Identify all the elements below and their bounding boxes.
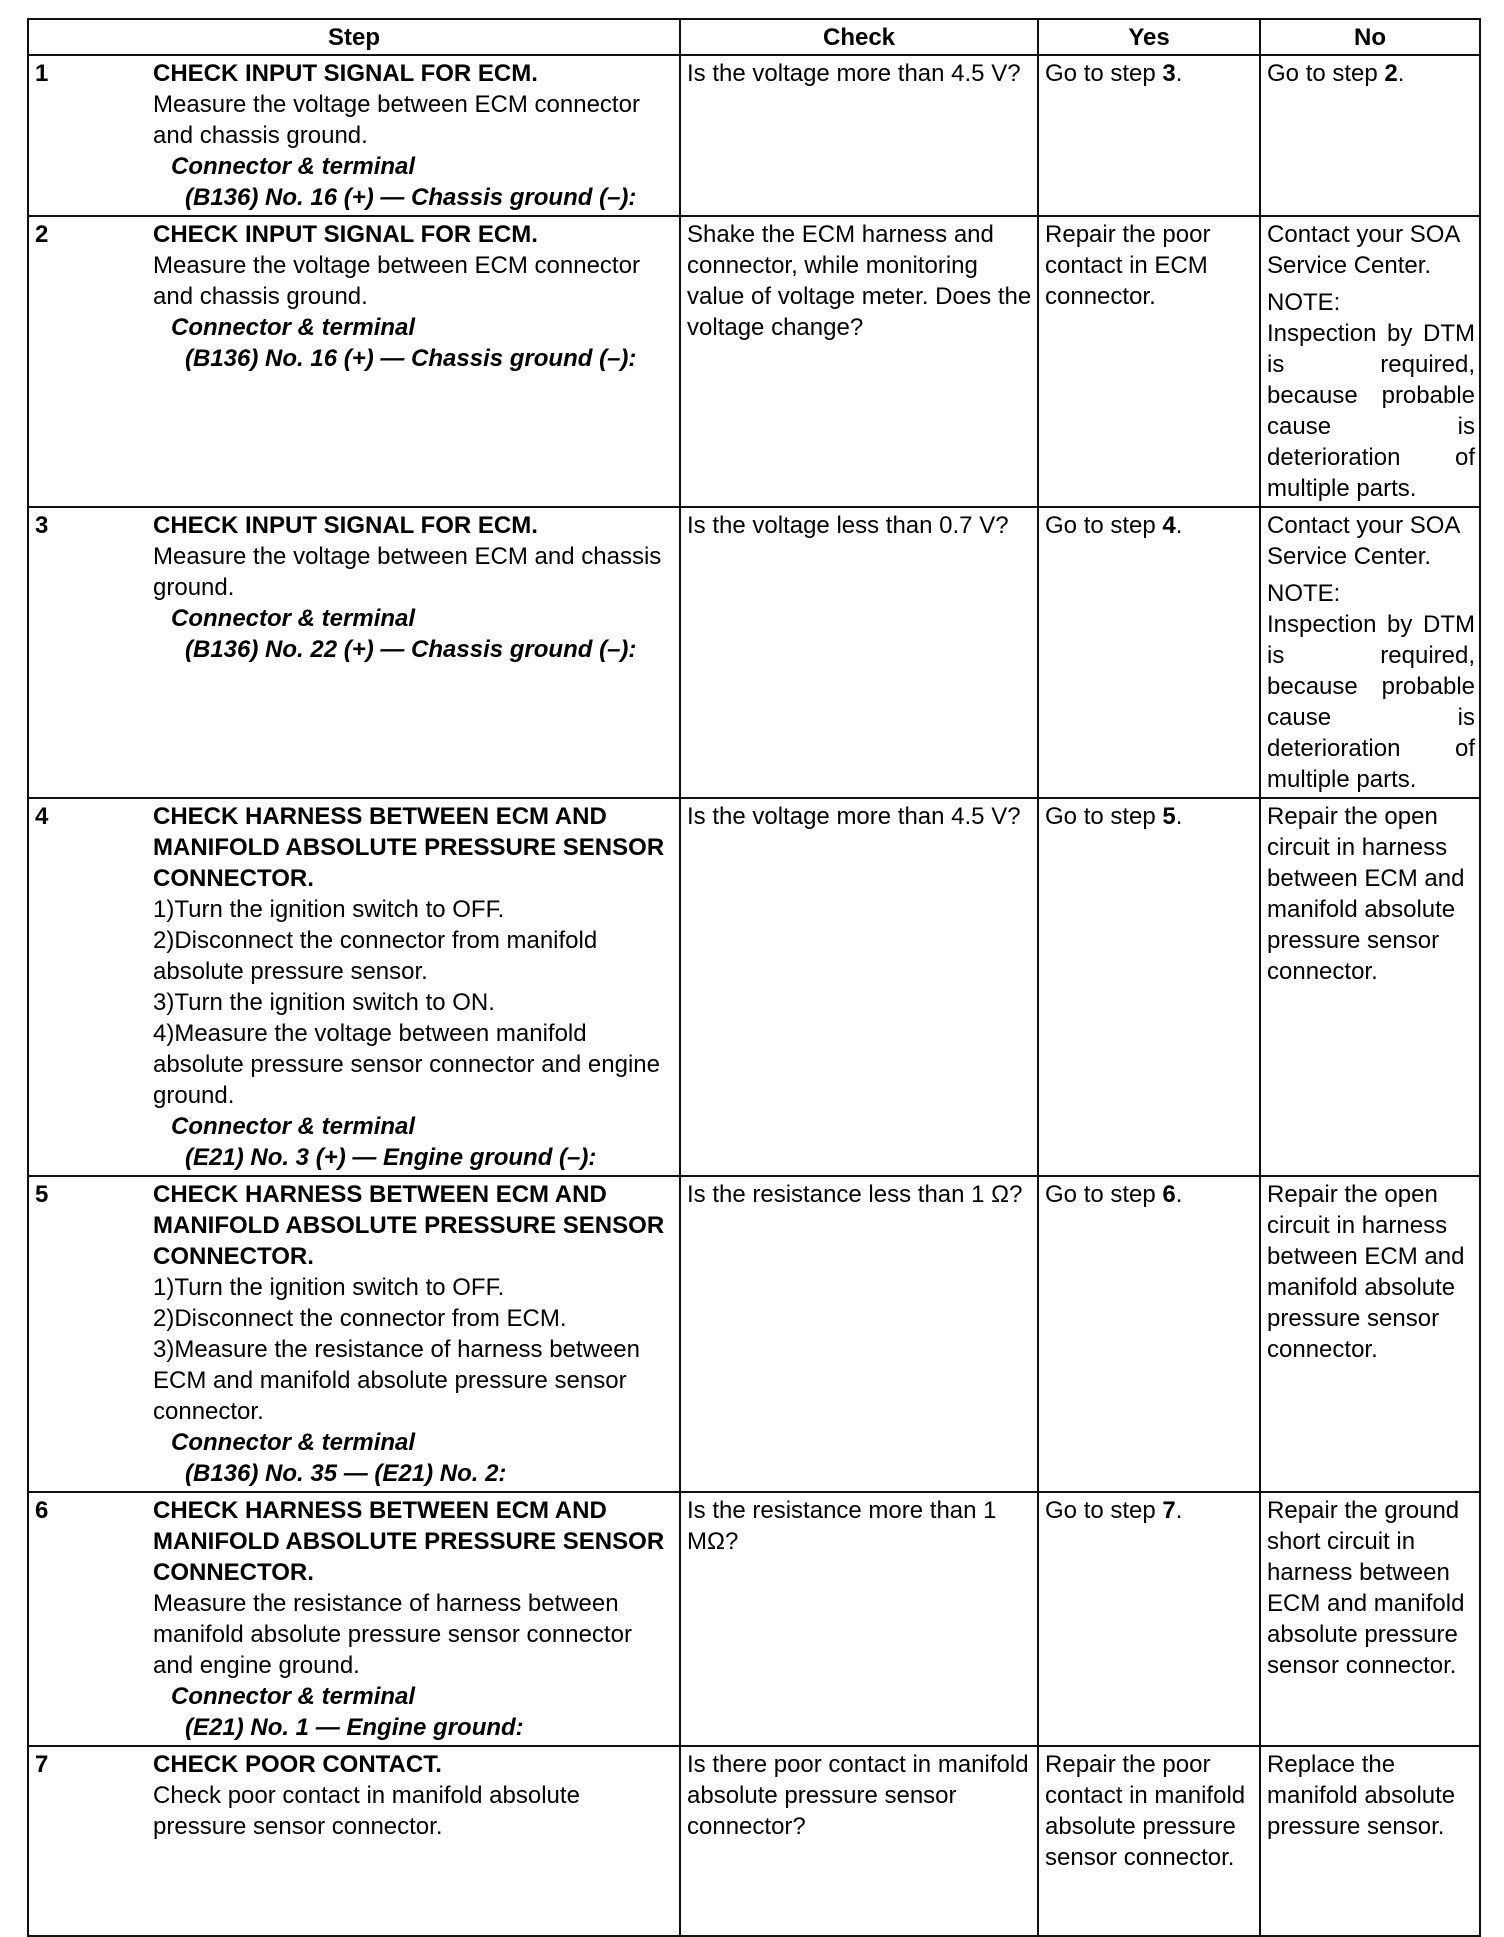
no-text: Go to step [1267, 60, 1385, 87]
step-instruction: 2)Disconnect the connector from manifold absolute pressure sensor. [153, 927, 598, 985]
step-number: 5 [28, 1176, 153, 1492]
yes-text: Go to step [1045, 512, 1163, 539]
step-instruction: Check poor contact in manifold absolute pressure sensor connector. [153, 1782, 580, 1840]
header-yes: Yes [1038, 19, 1260, 55]
connector-terminal-label: Connector & terminal [171, 153, 416, 180]
yes-cell: Go to step 7. [1038, 1492, 1260, 1746]
yes-cell: Go to step 3. [1038, 55, 1260, 216]
no-text: Contact your SOA Service Center. [1267, 221, 1460, 279]
connector-terminal-label: Connector & terminal [171, 314, 416, 341]
no-cell: Repair the ground short circuit in harness between ECM and manifold absolute pressure sensor connector. [1260, 1492, 1480, 1746]
yes-step-ref: 3 [1162, 60, 1176, 87]
step-cell [153, 55, 680, 216]
table-row [28, 1176, 1480, 1492]
check-cell: Is the resistance more than 1 MΩ? [680, 1492, 1038, 1746]
step-number: 7 [28, 1746, 153, 1936]
connector-terminal-label: Connector & terminal [171, 1683, 416, 1710]
connector-terminal-value: (B136) No. 35 — (E21) No. 2: [185, 1460, 507, 1487]
header-check: Check [680, 19, 1038, 55]
yes-step-ref: 6 [1162, 1181, 1176, 1208]
no-cell: Repair the open circuit in harness between ECM and manifold absolute pressure sensor connector. [1260, 1176, 1480, 1492]
note-label: NOTE: [1267, 580, 1341, 607]
table-row [28, 1746, 1480, 1936]
check-cell: Is the voltage more than 4.5 V? [680, 798, 1038, 1176]
step-title: CHECK INPUT SIGNAL FOR ECM. [153, 60, 538, 87]
step-number: 2 [28, 216, 153, 507]
step-cell [153, 1492, 680, 1746]
check-cell: Is there poor contact in manifold absolute pressure sensor connector? [680, 1746, 1038, 1936]
no-cell [1260, 507, 1480, 798]
step-instruction: 4)Measure the voltage between manifold absolute pressure sensor connector and engine ground. [153, 1020, 660, 1109]
yes-text: Go to step [1045, 803, 1163, 830]
no-cell: Repair the open circuit in harness between ECM and manifold absolute pressure sensor connector. [1260, 798, 1480, 1176]
no-step-ref: 2 [1384, 60, 1398, 87]
yes-cell: Repair the poor contact in manifold absolute pressure sensor connector. [1038, 1746, 1260, 1936]
check-cell: Is the voltage less than 0.7 V? [680, 507, 1038, 798]
step-cell [153, 798, 680, 1176]
no-cell [1260, 216, 1480, 507]
step-instruction: Measure the voltage between ECM connector and chassis ground. [153, 91, 640, 149]
connector-terminal-label: Connector & terminal [171, 1113, 416, 1140]
connector-terminal-value: (E21) No. 1 — Engine ground: [185, 1714, 524, 1741]
connector-terminal-value: (B136) No. 16 (+) — Chassis ground (–): [185, 184, 637, 211]
check-cell: Is the resistance less than 1 Ω? [680, 1176, 1038, 1492]
step-instruction: Measure the voltage between ECM and chassis ground. [153, 543, 662, 601]
yes-step-ref: 4 [1162, 512, 1176, 539]
step-cell [153, 507, 680, 798]
no-cell: Go to step 2. [1260, 55, 1480, 216]
step-title: CHECK POOR CONTACT. [153, 1751, 442, 1778]
step-instruction: 1)Turn the ignition switch to OFF. [153, 896, 505, 923]
step-number: 3 [28, 507, 153, 798]
yes-cell: Go to step 4. [1038, 507, 1260, 798]
no-cell: Replace the manifold absolute pressure sensor. [1260, 1746, 1480, 1936]
step-cell [153, 1176, 680, 1492]
yes-text: Go to step [1045, 1181, 1163, 1208]
table-header-row [28, 19, 1480, 55]
step-number: 6 [28, 1492, 153, 1746]
step-instruction: 1)Turn the ignition switch to OFF. [153, 1274, 505, 1301]
step-instruction: 2)Disconnect the connector from ECM. [153, 1305, 567, 1332]
step-title: CHECK HARNESS BETWEEN ECM AND MANIFOLD ABSOLUTE PRESSURE SENSOR CONNECTOR. [153, 803, 665, 892]
step-title: CHECK INPUT SIGNAL FOR ECM. [153, 512, 538, 539]
step-number: 4 [28, 798, 153, 1176]
connector-terminal-label: Connector & terminal [171, 1429, 416, 1456]
yes-cell: Repair the poor contact in ECM connector. [1038, 216, 1260, 507]
yes-text: Go to step [1045, 1497, 1163, 1524]
table-row [28, 55, 1480, 216]
yes-cell: Go to step 5. [1038, 798, 1260, 1176]
step-instruction: Measure the voltage between ECM connector and chassis ground. [153, 252, 640, 310]
yes-step-ref: 5 [1162, 803, 1176, 830]
table-row [28, 798, 1480, 1176]
connector-terminal-value: (B136) No. 22 (+) — Chassis ground (–): [185, 636, 637, 663]
step-number: 1 [28, 55, 153, 216]
check-cell: Is the voltage more than 4.5 V? [680, 55, 1038, 216]
check-cell: Shake the ECM harness and connector, while monitoring value of voltage meter. Does the voltage change? [680, 216, 1038, 507]
step-cell [153, 216, 680, 507]
header-step: Step [28, 19, 680, 55]
note-text: Inspection by DTM is required, because probable cause is deterioration of multiple parts. [1267, 611, 1476, 793]
table-row [28, 507, 1480, 798]
step-title: CHECK HARNESS BETWEEN ECM AND MANIFOLD ABSOLUTE PRESSURE SENSOR CONNECTOR. [153, 1497, 665, 1586]
step-instruction: Measure the resistance of harness between manifold absolute pressure sensor connector and engine ground. [153, 1590, 632, 1679]
step-title: CHECK INPUT SIGNAL FOR ECM. [153, 221, 538, 248]
step-instruction: 3)Turn the ignition switch to ON. [153, 989, 495, 1016]
yes-text: Go to step [1045, 60, 1163, 87]
table-row [28, 1492, 1480, 1746]
step-instruction: 3)Measure the resistance of harness between ECM and manifold absolute pressure sensor connector. [153, 1336, 640, 1425]
table-row [28, 216, 1480, 507]
connector-terminal-label: Connector & terminal [171, 605, 416, 632]
diagnostic-table [27, 18, 1481, 1937]
step-title: CHECK HARNESS BETWEEN ECM AND MANIFOLD ABSOLUTE PRESSURE SENSOR CONNECTOR. [153, 1181, 665, 1270]
yes-step-ref: 7 [1162, 1497, 1176, 1524]
yes-cell: Go to step 6. [1038, 1176, 1260, 1492]
connector-terminal-value: (B136) No. 16 (+) — Chassis ground (–): [185, 345, 637, 372]
note-text: Inspection by DTM is required, because probable cause is deterioration of multiple parts. [1267, 320, 1476, 502]
note-label: NOTE: [1267, 289, 1341, 316]
step-cell [153, 1746, 680, 1936]
header-no: No [1260, 19, 1480, 55]
no-text: Contact your SOA Service Center. [1267, 512, 1460, 570]
connector-terminal-value: (E21) No. 3 (+) — Engine ground (–): [185, 1144, 597, 1171]
